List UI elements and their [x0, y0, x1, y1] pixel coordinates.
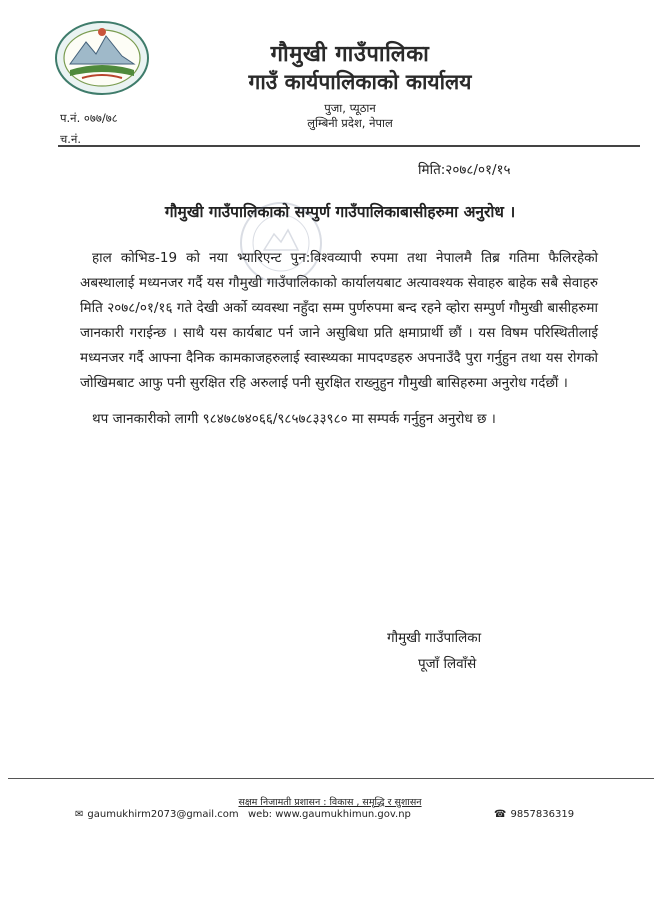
dispatch-number: च.नं. [60, 132, 81, 146]
email-text: gaumukhirm2073@gmail.com [87, 809, 239, 820]
body-paragraph-2: थप जानकारीको लागी ९८४७८७४०६६/९८५७८३३९८० मा सम्पर्क गर्नुहुन अनुरोध छ । [92, 411, 496, 427]
body-paragraph-1: हाल कोभिड-19 को नया भ्यारिएन्ट पुन:विश्वव्यापी रुपमा तथा नेपालमै तिब्र गतिमा फैलिरहेको अबस्थालाई मध्यनजर गर्दै यस गौमुखी गाउँपालिकाको कार्यालयबाट अत्यावश्यक सेवाहरु बाहेक सबै सेवाहरु मिति २०७८/०१/१६ गते देखी अर्को व्यवस्था नहुँदा सम्म पुर्णरुपमा बन्द रहने व्होरा सम्पुर्ण गौमुखी बासीहरुमा जानकारी गराईन्छ । साथै यस कार्यबाट पर्न जाने असुबिधा प्रति क्षमाप्रार्थी छौं । यस विषम परिस्थितीलाई मध्यनजर गर्दै आफ्ना दैनिक कामकाजहरुलाई स्वास्थ्यका मापदण्डहरु अपनाउँदै पुरा गर्नुहुन तथा यस रोगको जोखिमबाट आफु पनी सुरक्षित रहि अरुलाई पनी सुरक्षित राख्नुहुन गौमुखी बासिहरुमा अनुरोध गर्दछौं । [80, 250, 598, 391]
phone-text: 9857836319 [510, 809, 575, 820]
signature-place: पूजाँ लिवाँसे [418, 656, 477, 672]
envelope-icon: ✉ [75, 809, 84, 820]
footer-phone [494, 809, 574, 820]
letter-date: मिति:२०७८/०१/१५ [418, 162, 511, 178]
reference-number: प.नं. ०७७/७८ [60, 111, 118, 125]
office-name: गाउँ कार्यपालिकाको कार्यालय [248, 70, 472, 94]
signature-org: गौमुखी गाउँपालिका [387, 630, 482, 646]
telephone-icon: ☎ [494, 809, 507, 820]
address-line-2: लुम्बिनी प्रदेश, नेपाल [307, 116, 393, 130]
footer-email [75, 809, 239, 820]
footer-motto: सक्षम निजामती प्रशासन : विकास , समृद्धि र सुशासन [238, 797, 422, 808]
letter-body [80, 246, 598, 443]
letter-subject: गौमुखी गाउँपालिकाको सम्पुर्ण गाउँपालिकाबासीहरुमा अनुरोध । [164, 203, 516, 221]
org-name: गौमुखी गाउँपालिका [270, 42, 430, 67]
address-line-1: पुजा, प्यूठान [324, 101, 376, 115]
municipality-logo [52, 18, 152, 98]
footer-divider [8, 778, 654, 779]
footer-website: web: www.gaumukhimun.gov.np [248, 809, 411, 820]
header-divider [58, 145, 640, 147]
